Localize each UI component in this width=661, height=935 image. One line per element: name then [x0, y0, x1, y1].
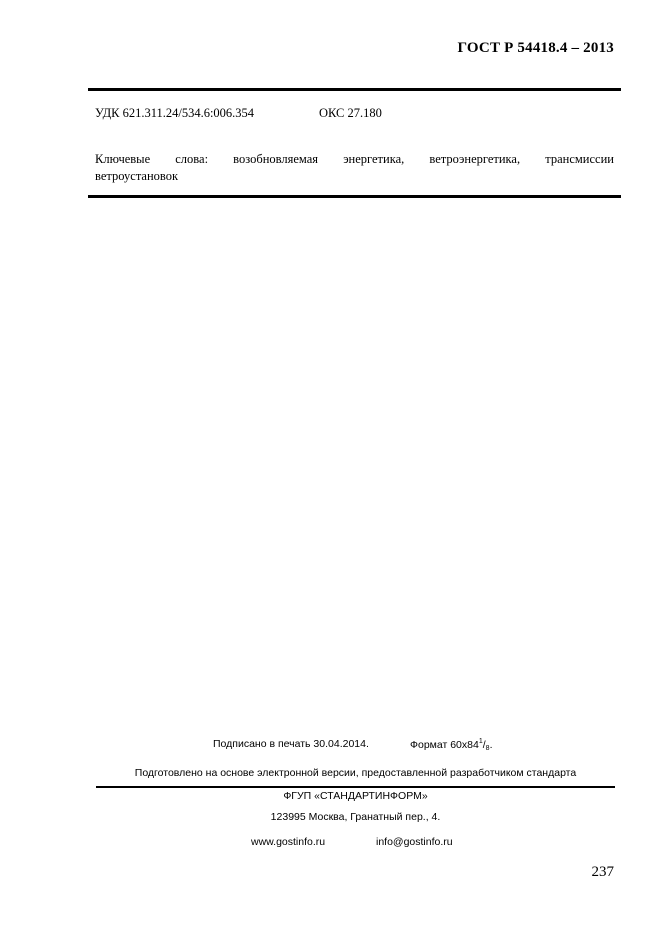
website-link[interactable]: www.gostinfo.ru [251, 836, 326, 848]
paper-format-numerator: 1 [478, 738, 483, 745]
keyword-word: трансмиссии [545, 152, 614, 166]
classification-row [95, 106, 382, 121]
udk-code: УДК 621.311.24/534.6:006.354 [95, 106, 255, 120]
paper-format-denominator: 8 [485, 745, 490, 752]
paper-format-prefix: Формат 60x84 [410, 739, 479, 751]
keyword-word: ветроэнергетика, [429, 152, 521, 166]
document-id: ГОСТ Р 54418.4 – 2013 [457, 40, 614, 56]
keyword-word: Ключевые [95, 152, 151, 166]
keywords-line-2: ветроустановок [95, 169, 179, 183]
imprint-divider [96, 786, 615, 788]
paper-format-suffix: . [489, 739, 493, 751]
signed-for-print: Подписано в печать 30.04.2014. [213, 738, 369, 750]
keyword-word: возобновляемая [233, 152, 319, 166]
oks-code: ОКС 27.180 [319, 106, 382, 120]
keyword-word: энергетика, [343, 152, 405, 166]
page-number: 237 [591, 864, 614, 880]
keyword-word: слова: [175, 152, 209, 166]
keywords-line-1 [95, 151, 614, 168]
publisher-address: 123995 Москва, Гранатный пер., 4. [270, 811, 441, 823]
keywords-block [95, 151, 614, 185]
email-link[interactable]: info@gostinfo.ru [376, 836, 453, 848]
bottom-divider [88, 195, 621, 198]
publisher-name: ФГУП «СТАНДАРТИНФОРМ» [283, 790, 428, 802]
top-divider [88, 88, 621, 91]
source-note: Подготовлено на основе электронной версии, предоставленной разработчиком стандарта [134, 767, 577, 779]
paper-format: Формат $60x84^1/8$. [410, 738, 493, 752]
